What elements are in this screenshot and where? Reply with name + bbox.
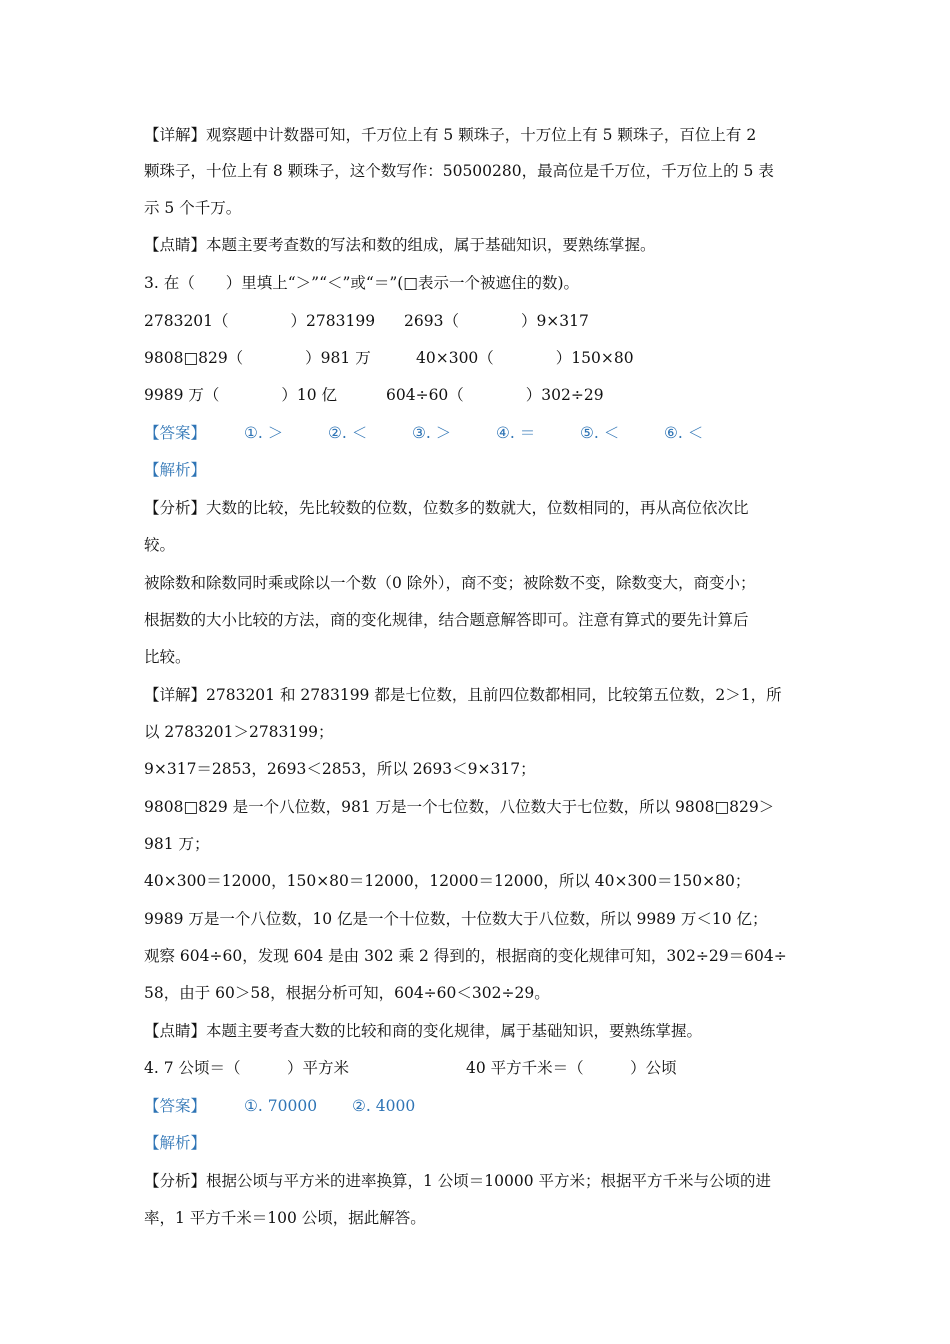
q3-item-3: 9808□829（ ）981 万 [144,349,371,367]
q4-question-part-1: 4. 7 公顷＝（ ）平方米 [144,1059,350,1077]
q3-detail-line-9: 58，由于 60＞58，根据分析可知，604÷60＜302÷29。 [144,984,550,1002]
q4-answer-2: ②. 4000 [352,1097,416,1115]
q3-answer-6: ⑥. ＜ [664,424,704,442]
q4-analysis-line-1: 【分析】根据公顷与平方米的进率换算，1 公顷＝10000 平方米；根据平方千米与公顷的进 [144,1172,772,1190]
q3-detail-line-8: 观察 604÷60，发现 604 是由 302 乘 2 得到的，根据商的变化规律可知，302÷29＝604÷ [144,947,787,965]
q3-detail-line-6: 40×300＝12000，150×80＝12000，12000＝12000，所以 40×300＝150×80； [144,872,751,890]
q3-item-6: 604÷60（ ）302÷29 [386,386,604,404]
q3-analysis-label: 【解析】 [144,461,207,479]
q3-tip: 【点睛】本题主要考查大数的比较和商的变化规律，属于基础知识，要熟练掌握。 [144,1022,703,1040]
q3-analysis-line-3: 被除数和除数同时乘或除以一个数（0 除外），商不变；被除数不变，除数变大，商变小； [144,574,756,592]
q3-item-1: 2783201（ ）2783199 [144,312,376,330]
q4-question-part-2: 40 平方千米＝（ ）公顷 [466,1059,677,1077]
q3-detail-line-1: 【详解】2783201 和 2783199 都是七位数，且前四位数都相同，比较第五位数，2＞1，所 [144,686,782,704]
q3-analysis-line-4: 根据数的大小比较的方法，商的变化规律，结合题意解答即可。注意有算式的要先计算后 [144,611,749,629]
q3-answer-1: ①. ＞ [244,424,284,442]
q3-answer-5: ⑤. ＜ [580,424,620,442]
q3-analysis-line-2: 较。 [144,536,176,554]
q3-answer-label: 【答案】 [144,424,207,442]
q4-analysis-line-2: 率，1 平方千米＝100 公顷，据此解答。 [144,1209,426,1227]
q3-detail-line-3: 9×317＝2853，2693＜2853，所以 2693＜9×317； [144,760,536,778]
q3-detail-line-4: 9808□829 是一个八位数，981 万是一个七位数，八位数大于七位数，所以 9808□829＞ [144,798,775,816]
q2-detail-line-3: 示 5 个千万。 [144,199,242,217]
q3-analysis-line-1: 【分析】大数的比较，先比较数的位数，位数多的数就大，位数相同的，再从高位依次比 [144,499,749,517]
q2-detail-line-2: 颗珠子，十位上有 8 颗珠子，这个数写作：50500280，最高位是千万位，千万位上的 5 表 [144,162,774,180]
q3-detail-line-7: 9989 万是一个八位数，10 亿是一个十位数，十位数大于八位数，所以 9989 万＜10 亿； [144,910,768,928]
q3-detail-line-5: 981 万； [144,835,210,853]
q2-detail-line-1: 【详解】观察题中计数器可知，千万位上有 5 颗珠子，十万位上有 5 颗珠子，百位上有 2 [144,126,757,144]
q3-answer-4: ④. ＝ [496,424,536,442]
q4-answer-label: 【答案】 [144,1097,207,1115]
q3-answer-2: ②. ＜ [328,424,368,442]
q3-item-4: 40×300（ ）150×80 [416,349,634,367]
q3-detail-line-2: 以 2783201＞2783199； [144,723,334,741]
q4-analysis-label: 【解析】 [144,1134,207,1152]
q3-question: 3. 在（ ）里填上“＞”“＜”或“＝”(□表示一个被遮住的数)。 [144,274,580,292]
q3-answer-3: ③. ＞ [412,424,452,442]
q3-item-5: 9989 万（ ）10 亿 [144,386,338,404]
q3-analysis-line-5: 比较。 [144,648,191,666]
q2-tip: 【点睛】本题主要考查数的写法和数的组成，属于基础知识，要熟练掌握。 [144,236,656,254]
q4-answer-1: ①. 70000 [244,1097,318,1115]
q3-item-2: 2693（ ）9×317 [404,312,589,330]
